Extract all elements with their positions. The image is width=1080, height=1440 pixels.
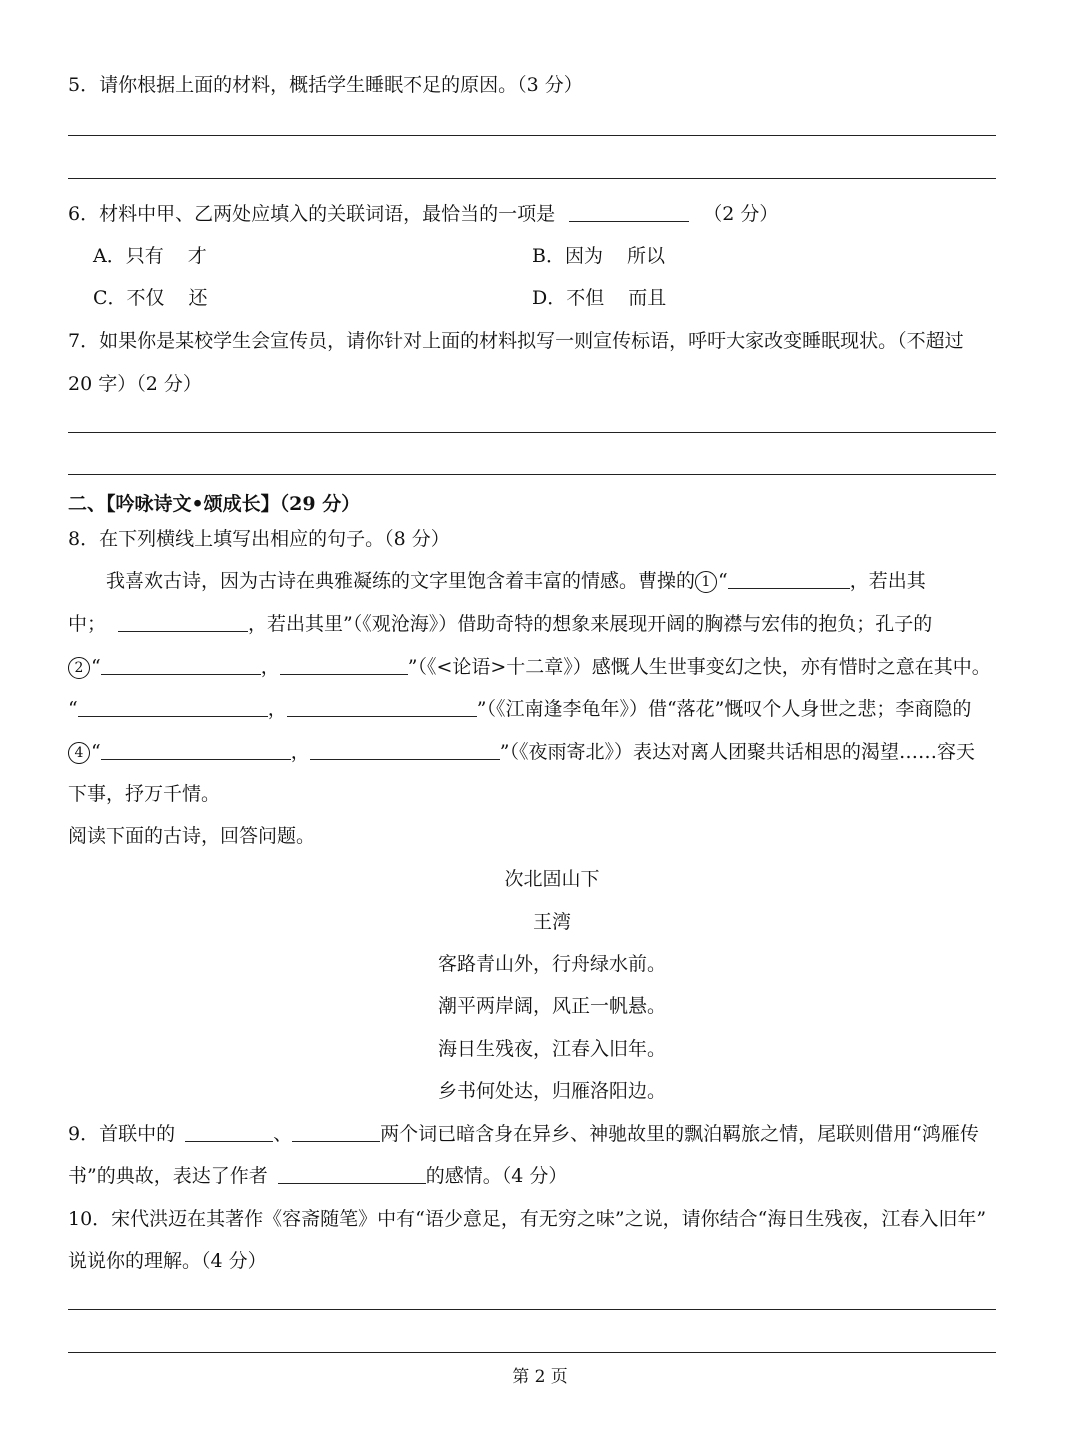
page-number: 第 2 页 [512, 1367, 568, 1387]
fill-blank[interactable] [278, 1165, 426, 1184]
fill-blank[interactable] [310, 741, 500, 760]
question-7-line2: 20 字）（2 分） [68, 373, 202, 395]
question-6-score: （2 分） [703, 203, 779, 225]
option-d[interactable]: D．不但 而且 [532, 287, 667, 309]
fill-blank[interactable] [118, 613, 248, 632]
fill-blank[interactable] [101, 656, 261, 675]
q8-paragraph-line5: 4 “ ， ”（《夜雨寄北》）表达对离人团聚共话相思的渴望……容天 [68, 737, 975, 764]
question-6 [68, 199, 778, 226]
poem-intro: 阅读下面的古诗，回答问题。 [68, 825, 316, 847]
question-7-line1: 7．如果你是某校学生会宣传员，请你针对上面的材料拟写一则宣传标语，呼吁大家改变睡眠现状。（不超过 [68, 330, 964, 352]
q8-paragraph-line3: 2 “ ， ”（《<论语>十二章》）感慨人生世事变幻之快，亦有惜时之意在其中。 [68, 652, 991, 679]
question-5: 5．请你根据上面的材料，概括学生睡眠不足的原因。（3 分） [68, 74, 583, 96]
poem-title: 次北固山下 [504, 868, 600, 890]
circle-number-4: 4 [68, 742, 90, 764]
section-2-heading: 二、【吟咏诗文•颂成长】（29 分） [68, 493, 361, 515]
poem-line-4: 乡书何处达，归雁洛阳边。 [437, 1080, 666, 1102]
fill-blank[interactable] [185, 1123, 273, 1142]
poem-author: 王湾 [532, 911, 571, 933]
answer-blank[interactable] [569, 203, 689, 222]
fill-blank[interactable] [280, 656, 408, 675]
q8-paragraph-line1: 我喜欢古诗，因为古诗在典雅凝练的文字里饱含着丰富的情感。曹操的 1 “ ，若出其 [106, 570, 926, 592]
question-10-line1: 10．宋代洪迈在其著作《容斋随笔》中有“语少意足，有无穷之味”之说，请你结合“海日生残夜，江春入旧年” [68, 1208, 987, 1230]
circle-number-2: 2 [68, 657, 90, 679]
fill-blank[interactable] [101, 741, 291, 760]
answer-line [68, 135, 996, 136]
fill-blank[interactable] [78, 698, 268, 717]
circle-number-1: 1 [695, 571, 717, 593]
question-8-title: 8．在下列横线上填写出相应的句子。（8 分） [68, 528, 450, 550]
answer-line [68, 474, 996, 475]
answer-line [68, 1309, 996, 1310]
q8-paragraph-line2: 中； ，若出其里”（《观沧海》）借助奇特的想象来展现开阔的胸襟与宏伟的抱负；孔子的 [68, 613, 933, 635]
fill-blank[interactable] [287, 698, 477, 717]
q8-paragraph-line6: 下事，抒万千情。 [68, 783, 221, 805]
q8-paragraph-line4: “ ， ”（《江南逢李龟年》）借“落花”慨叹个人身世之悲；李商隐的 [68, 698, 972, 720]
question-6-text: 6．材料中甲、乙两处应填入的关联词语，最恰当的一项是 [68, 203, 556, 225]
option-a[interactable]: A．只有 才 [93, 245, 207, 267]
fill-blank[interactable] [728, 570, 850, 589]
answer-line [68, 178, 996, 179]
question-9-line1: 9．首联中的 、 两个词已暗含身在异乡、神驰故里的飘泊羁旅之情，尾联则借用“鸿雁传 [68, 1123, 979, 1145]
poem-line-3: 海日生残夜，江春入旧年。 [437, 1038, 666, 1060]
question-10-line2: 说说你的理解。（4 分） [68, 1250, 267, 1272]
answer-line [68, 1352, 996, 1353]
question-9-line2: 书”的典故，表达了作者 的感情。（4 分） [68, 1165, 568, 1187]
option-b[interactable]: B．因为 所以 [532, 245, 665, 267]
poem-line-2: 潮平两岸阔，风正一帆悬。 [437, 995, 666, 1017]
poem-line-1: 客路青山外，行舟绿水前。 [437, 953, 666, 975]
option-c[interactable]: C．不仅 还 [93, 287, 208, 309]
answer-line [68, 432, 996, 433]
fill-blank[interactable] [292, 1123, 380, 1142]
